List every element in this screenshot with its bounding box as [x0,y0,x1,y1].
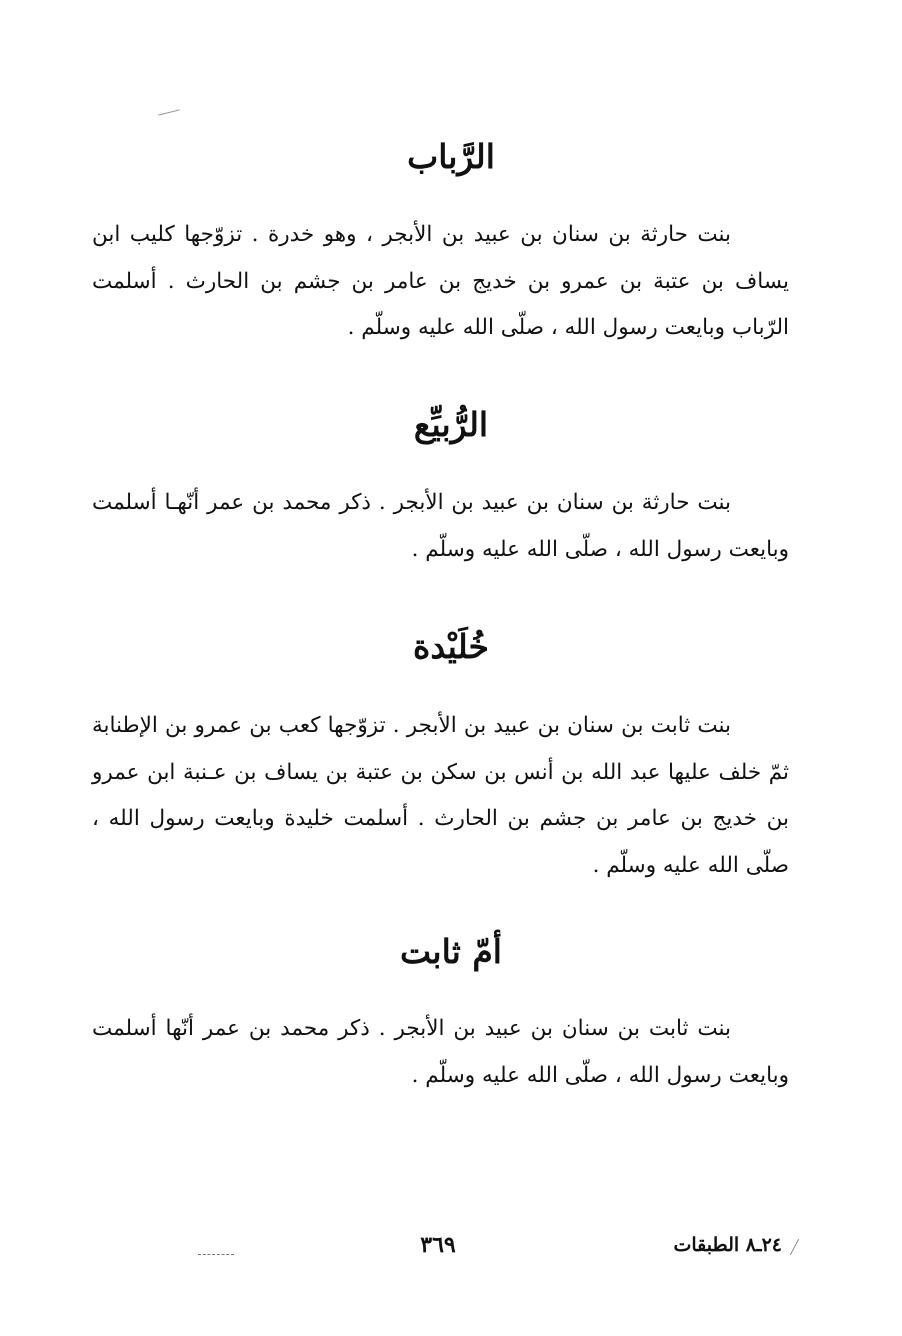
page-footer [0,1232,902,1262]
footer-dash-mark [198,1254,234,1255]
entry-body-umm-thabit: بنت ثابت بن سنان بن عبيد بن الأبجر . ذكر محمد بن عمر أنّها أسلمت وبايعت رسول الله ، صلّى الله عليه وسلّم . [92,1016,789,1088]
entry-body-rubayyi: بنت حارثة بن سنان بن عبيد بن الأبجر . ذكر محمد بن عمر أنّهـا أسلمت وبايعت رسول الله ، صلّى الله عليه وسلّم . [92,490,789,562]
entry-heading-rubayyi: الرُّبيِّع [413,405,489,444]
entry-body-khulayda: بنت ثابت بن سنان بن عبيد بن الأبجر . تزوّجها كعب بن عمرو بن الإطنابة ثمّ خلف عليها عبد الله بن أنس بن سكن بن عتبة بن يساف بن عـنبة ابن عمرو بن خديج بن عامر بن جشم بن الحارث . أسلمت خليدة وبايعت رسول الله ، صلّى الله عليه وسلّم . [92,713,789,878]
entry-heading-rabab: الرَّباب [407,137,495,176]
entry-heading-umm-thabit: أمّ ثابت [400,932,502,971]
entry-heading-khulayda: خُلَيْدة [413,627,489,666]
signature-mark: ٢٤ـ٨ الطبقات [673,1234,782,1256]
print-smudge [158,109,180,115]
entry-body-rabab: بنت حارثة بن سنان بن عبيد بن الأبجر ، وهو خدرة . تزوّجها كليب ابن يساف بن عتبة بن عمرو بن خديج بن عامر بن جشم بن الحارث . أسلمت الرّباب وبايعت رسول الله ، صلّى الله عليه وسلّم . [92,222,789,340]
page-number: ٣٦٩ [420,1232,456,1258]
